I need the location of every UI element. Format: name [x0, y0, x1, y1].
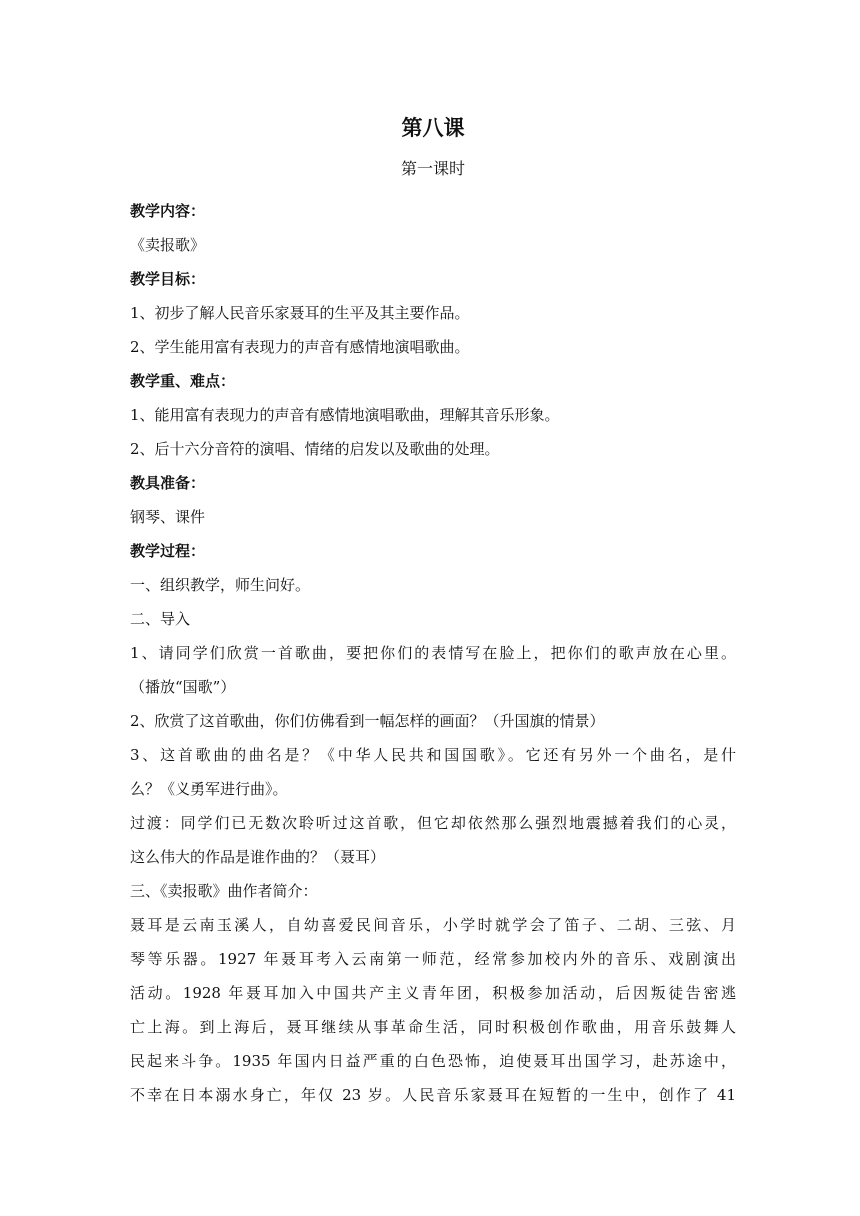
- text-line: 1、能用富有表现力的声音有感情地演唱歌曲，理解其音乐形象。: [130, 406, 560, 424]
- text-line: （播放“国歌”）: [130, 678, 236, 696]
- text-line: 1、初步了解人民音乐家聂耳的生平及其主要作品。: [130, 304, 470, 322]
- section-heading: 教学重、难点：: [130, 372, 236, 390]
- text-line: 过渡：同学们已无数次聆听过这首歌，但它却依然那么强烈地震撼着我们的心灵，: [130, 814, 736, 832]
- text-line: 不幸在日本溺水身亡，年仅 23 岁。人民音乐家聂耳在短暂的一生中，创作了 41: [130, 1086, 736, 1104]
- text-line: 二、导入: [130, 610, 191, 628]
- text-line: 2、学生能用富有表现力的声音有感情地演唱歌曲。: [130, 338, 470, 356]
- section-heading: 教学目标：: [130, 270, 206, 288]
- text-line: 这么伟大的作品是谁作曲的？（聂耳）: [130, 848, 386, 866]
- text-line: 琴等乐器。1927 年聂耳考入云南第一师范，经常参加校内外的音乐、戏剧演出: [130, 950, 736, 968]
- text-line: 钢琴、课件: [130, 508, 206, 526]
- text-line: 《卖报歌》: [130, 236, 206, 254]
- text-line: 2、欣赏了这首歌曲，你们仿佛看到一幅怎样的画面？（升国旗的情景）: [130, 712, 605, 730]
- lesson-title: 第八课: [401, 115, 465, 140]
- text-line: 一、组织教学，师生问好。: [130, 576, 311, 594]
- text-line: 3、这首歌曲的曲名是？《中华人民共和国国歌》。它还有另外一个曲名，是什: [130, 746, 736, 764]
- text-line: 聂耳是云南玉溪人，自幼喜爱民间音乐，小学时就学会了笛子、二胡、三弦、月: [130, 916, 736, 934]
- text-line: 2、后十六分音符的演唱、情绪的启发以及歌曲的处理。: [130, 440, 500, 458]
- section-heading: 教学内容：: [130, 202, 206, 220]
- lesson-text: [130, 194, 736, 1112]
- section-heading: 教学过程：: [130, 542, 206, 560]
- text-line: 1、请同学们欣赏一首歌曲，要把你们的表情写在脸上，把你们的歌声放在心里。: [130, 644, 736, 662]
- text-line: 亡上海。到上海后，聂耳继续从事革命生活，同时积极创作歌曲，用音乐鼓舞人: [130, 1018, 736, 1036]
- text-line: 民起来斗争。1935 年国内日益严重的白色恐怖，迫使聂耳出国学习，赴苏途中，: [130, 1052, 736, 1070]
- text-line: 么？《义勇军进行曲》。: [130, 780, 288, 798]
- document-body: [130, 112, 736, 1112]
- text-line: 三、《卖报歌》曲作者简介：: [130, 882, 318, 900]
- lesson-subtitle: 第一课时: [400, 159, 465, 178]
- text-line: 活动。1928 年聂耳加入中国共产主义青年团，积极参加活动，后因叛徒告密逃: [130, 984, 736, 1002]
- section-heading: 教具准备：: [130, 474, 206, 492]
